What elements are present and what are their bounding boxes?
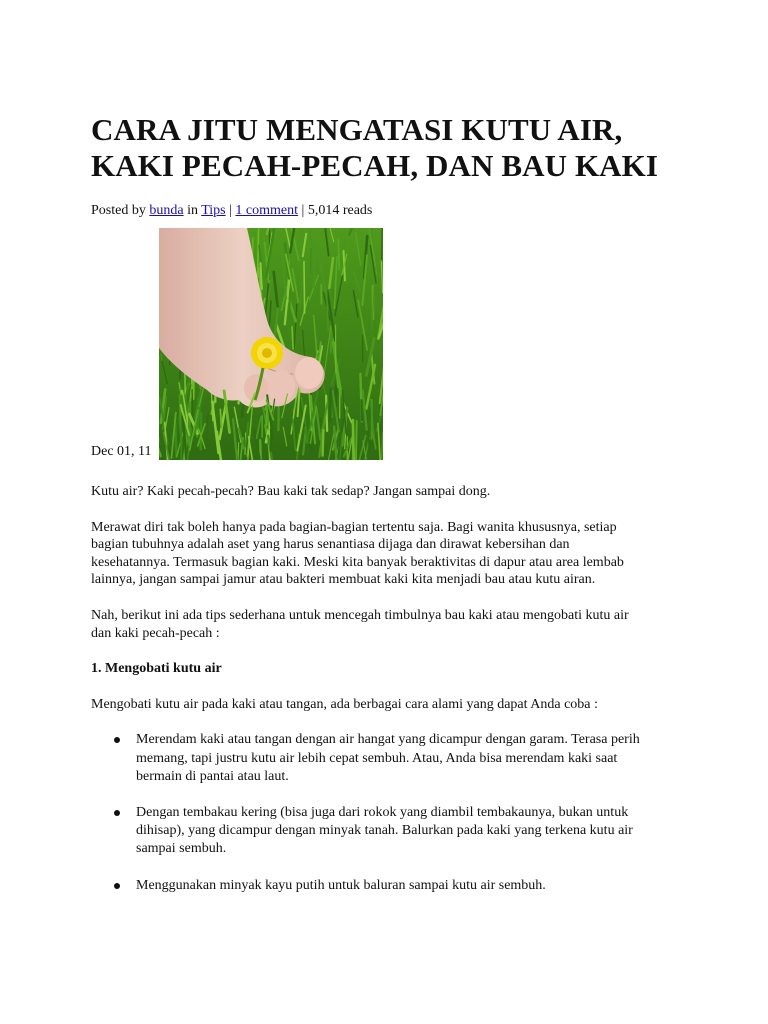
- article: [91, 112, 691, 913]
- post-date: Dec 01, 11: [91, 444, 152, 459]
- list-item-line: sampai sembuh.: [136, 841, 227, 857]
- grass-blade: [382, 228, 383, 261]
- list-item-line: Dengan tembakau kering (bisa juga dari rokok yang diambil tembakaunya, bukan untuk: [136, 804, 629, 820]
- grass-blade: [331, 326, 332, 352]
- grass-blade: [261, 263, 262, 289]
- bullet-icon: [114, 737, 120, 743]
- tips-intro-line: Nah, berikut ini ada tips sederhana untuk mencegah timbulnya bau kaki atau mengobati kutu air: [91, 607, 629, 623]
- article-title-line-2: KAKI PECAH-PECAH, DAN BAU KAKI: [91, 148, 659, 183]
- photo-row: [91, 228, 691, 460]
- article-title: [91, 112, 691, 184]
- bullet-icon: [114, 810, 120, 816]
- grass-blade: [292, 327, 293, 349]
- body-paragraph: [91, 519, 691, 589]
- grass-blade: [311, 249, 312, 274]
- list-item-line: Menggunakan minyak kayu putih untuk baluran sampai kutu air sembuh.: [136, 877, 546, 893]
- list-item: [91, 804, 691, 859]
- tips-intro-paragraph: [91, 607, 691, 642]
- body-line: kesehatannya. Termasuk bagian kaki. Meski kita banyak beraktivitas di dapur atau area lembab: [91, 554, 624, 570]
- read-count: 5,014 reads: [307, 203, 373, 218]
- grass-blade: [220, 409, 221, 427]
- grass-blade: [323, 430, 324, 456]
- tips-intro-line: dan kaki pecah-pecah :: [91, 625, 220, 641]
- body-line: bagian tubuhnya adalah aset yang harus senantiasa dijaga dan dirawat kebersihan dan: [91, 537, 570, 553]
- grass-blade: [304, 262, 305, 314]
- grass-blade: [189, 403, 190, 445]
- body-line: lainnya, jangan sampai jamur atau bakteri membuat kaki kita menjadi bau atau kutu airan.: [91, 572, 596, 588]
- list-item: [91, 731, 691, 786]
- grass-blade: [338, 240, 339, 270]
- in-label: in: [187, 203, 198, 218]
- body-line: Merawat diri tak boleh hanya pada bagian-bagian tertentu saja. Bagi wanita khususnya, setiap: [91, 519, 617, 535]
- grass-blade: [356, 421, 357, 460]
- post-meta: [91, 202, 691, 219]
- category-link[interactable]: Tips: [201, 203, 226, 218]
- grass-blade: [370, 408, 371, 434]
- section-intro: Mengobati kutu air pada kaki atau tangan, ada berbagai cara alami yang dapat Anda coba :: [91, 696, 598, 712]
- article-title-line-1: CARA JITU MENGATASI KUTU AIR,: [91, 112, 623, 147]
- foot-on-grass-photo: [159, 228, 383, 460]
- grass-blade: [330, 389, 331, 421]
- list-item-line: bermain di pantai atau laut.: [136, 768, 289, 784]
- author-link[interactable]: bunda: [149, 203, 184, 218]
- comments-link[interactable]: 1 comment: [235, 203, 299, 218]
- section-heading: 1. Mengobati kutu air: [91, 661, 222, 677]
- remedy-list: [91, 731, 691, 894]
- list-item-line: Merendam kaki atau tangan dengan air hangat yang dicampur dengan garam. Terasa perih: [136, 732, 640, 748]
- grass-blade: [353, 420, 354, 460]
- list-item: [91, 877, 691, 895]
- bullet-icon: [114, 883, 120, 889]
- meta-separator: |: [301, 203, 305, 218]
- meta-separator: |: [229, 203, 232, 218]
- grass-blade: [361, 400, 362, 420]
- intro-paragraph: Kutu air? Kaki pecah-pecah? Bau kaki tak sedap? Jangan sampai dong.: [91, 484, 491, 499]
- list-item-line: memang, tapi justru kutu air lebih cepat sembuh. Atau, Anda bisa merendam kaki saat: [136, 750, 618, 766]
- list-item-line: dihisap), yang dicampur dengan minyak tanah. Balurkan pada kaki yang terkena kutu air: [136, 823, 633, 839]
- posted-by-label: Posted by: [91, 203, 146, 218]
